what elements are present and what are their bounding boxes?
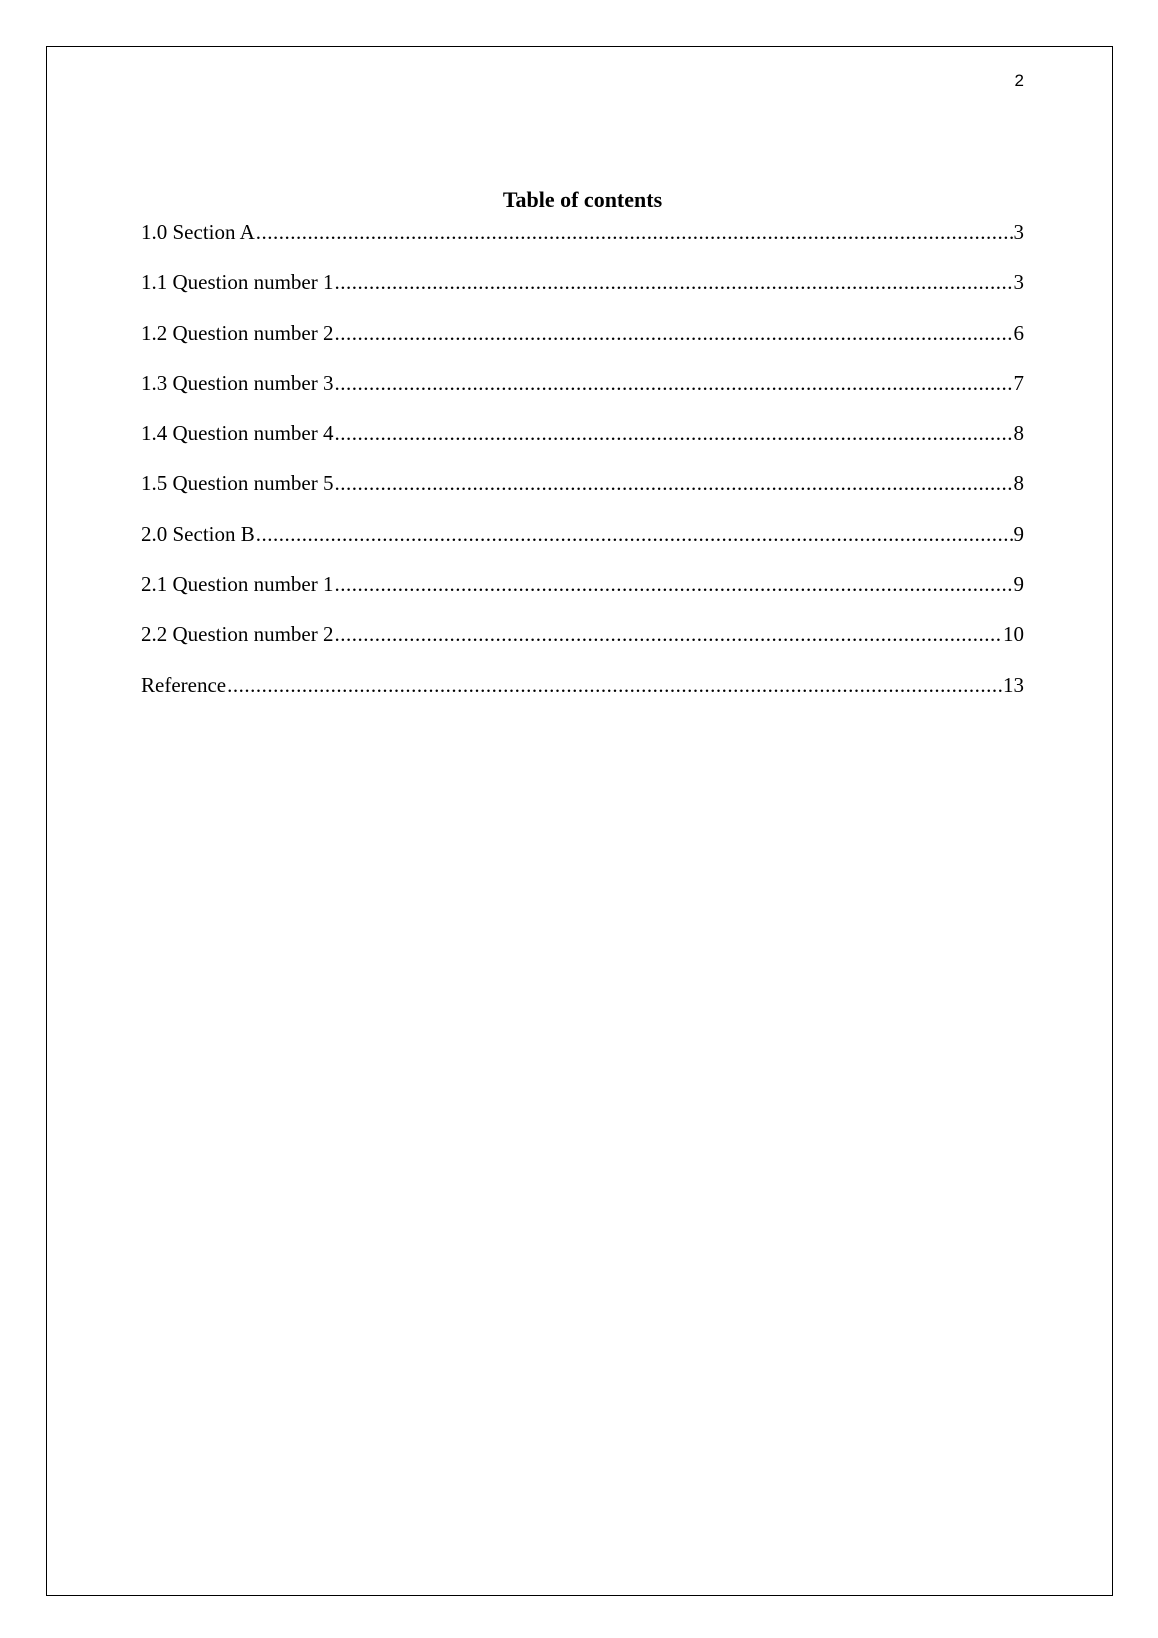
toc-leader-dots — [256, 219, 1013, 245]
toc-entry-page: 6 — [1013, 320, 1024, 345]
toc-entry-section-b[interactable] — [141, 521, 1024, 571]
toc-entry-label: 1.4 Question number 4 — [141, 421, 334, 446]
toc-leader-dots — [256, 521, 1013, 547]
toc-entry-page: 13 — [1003, 672, 1024, 697]
toc-entry-page: 3 — [1013, 220, 1024, 244]
toc-entry-page: 9 — [1013, 521, 1024, 546]
toc-entry-label: 1.3 Question number 3 — [141, 370, 334, 395]
toc-entry-page: 7 — [1013, 370, 1024, 395]
page-number: 2 — [1014, 71, 1024, 90]
toc-entry-label: 1.1 Question number 1 — [141, 270, 334, 295]
toc-title: Table of contents — [502, 187, 663, 212]
toc-entry-label: 2.2 Question number 2 — [141, 622, 334, 647]
toc-entry-label: Reference — [141, 672, 227, 697]
toc-entry-label: 2.1 Question number 1 — [141, 572, 334, 597]
toc-leader-dots — [334, 370, 1012, 396]
toc-entry-page: 8 — [1013, 471, 1024, 496]
toc-entry-page: 8 — [1013, 421, 1024, 446]
toc-entry-question-2-1[interactable] — [141, 571, 1024, 621]
toc-leader-dots — [334, 320, 1012, 346]
toc-entry-question-1-2[interactable] — [141, 320, 1024, 370]
toc-entry-page: 3 — [1013, 270, 1024, 295]
toc-entry-label: 2.0 Section B — [141, 521, 255, 546]
toc-leader-dots — [227, 672, 1002, 698]
toc-entry-question-1-3[interactable] — [141, 370, 1024, 420]
toc-entry-label: 1.5 Question number 5 — [141, 471, 334, 496]
toc-leader-dots — [334, 571, 1012, 597]
toc-leader-dots — [334, 621, 1002, 647]
toc-entry-label: 1.0 Section A — [141, 220, 255, 244]
toc-entry-page: 9 — [1013, 572, 1024, 597]
toc-entry-question-1-5[interactable] — [141, 470, 1024, 520]
toc-entry-page: 10 — [1003, 622, 1024, 647]
toc-entry-reference[interactable] — [141, 672, 1024, 722]
toc-entry-question-1-1[interactable] — [141, 269, 1024, 319]
toc-leader-dots — [334, 470, 1012, 496]
toc-entry-question-2-2[interactable] — [141, 621, 1024, 671]
toc-list — [141, 219, 1024, 722]
toc-leader-dots — [334, 269, 1012, 295]
toc-entry-section-a[interactable] — [141, 219, 1024, 269]
toc-leader-dots — [334, 420, 1012, 446]
toc-entry-question-1-4[interactable] — [141, 420, 1024, 470]
toc-entry-label: 1.2 Question number 2 — [141, 320, 334, 345]
